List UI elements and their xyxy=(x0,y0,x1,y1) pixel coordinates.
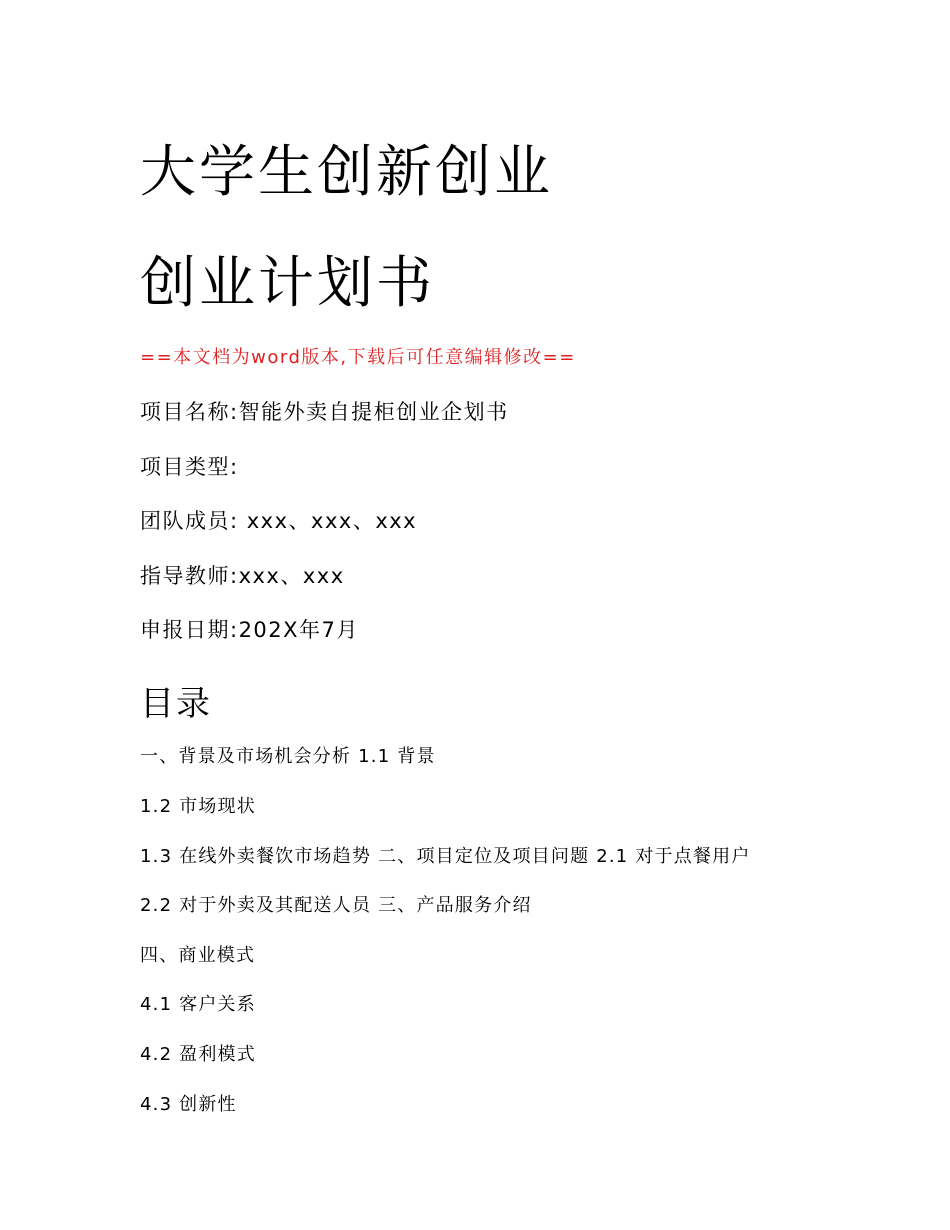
toc-item: 一、背景及市场机会分析 1.1 背景 xyxy=(140,746,436,767)
toc-heading: 目录 xyxy=(140,684,212,724)
toc-item: 四、商业模式 xyxy=(140,945,256,966)
toc-item: 2.2 对于外卖及其配送人员 三、产品服务介绍 xyxy=(140,895,532,916)
team-members: 团队成员: xxx、xxx、xxx xyxy=(140,509,418,533)
document-title-line-2: 创业计划书 xyxy=(140,251,435,316)
toc-item: 4.2 盈利模式 xyxy=(140,1044,256,1065)
toc-item: 1.2 市场现状 xyxy=(140,796,256,817)
project-name: 项目名称:智能外卖自提柜创业企划书 xyxy=(140,400,509,424)
advisors: 指导教师:xxx、xxx xyxy=(140,564,345,588)
toc-item: 4.3 创新性 xyxy=(140,1094,237,1115)
editable-notice: ==本文档为word版本,下载后可任意编辑修改== xyxy=(140,347,576,368)
project-type: 项目类型: xyxy=(140,455,239,479)
document-title-line-1: 大学生创新创业 xyxy=(140,140,553,205)
submission-date: 申报日期:202X年7月 xyxy=(140,618,359,642)
toc-item: 4.1 客户关系 xyxy=(140,994,256,1015)
toc-item: 1.3 在线外卖餐饮市场趋势 二、项目定位及项目问题 2.1 对于点餐用户 xyxy=(140,846,751,867)
